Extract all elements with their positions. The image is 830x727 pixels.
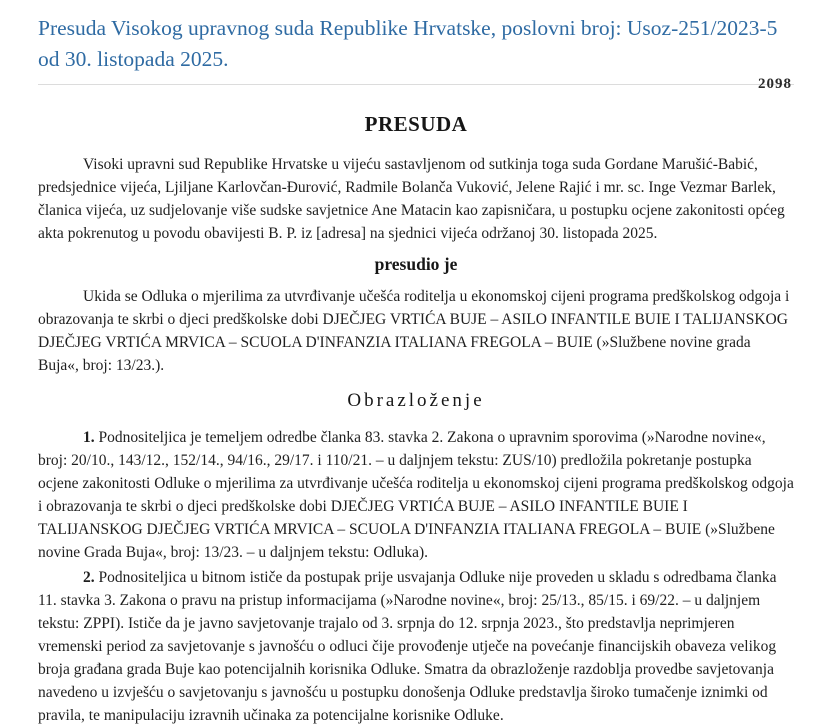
- pdf-page: [38, 76, 794, 727]
- numbered-paragraph-2: [38, 566, 794, 727]
- reasoning-heading: Obrazloženje: [347, 390, 485, 411]
- page-number: [758, 76, 792, 95]
- page-number-text: 2098: [758, 76, 792, 92]
- document-title-link[interactable]: Presuda Visokog upravnog suda Republike Hrvatske, poslovni broj: Usoz-251/2023-5 od 30. listopada 2025.: [38, 16, 778, 71]
- verdict-heading: presudio je: [374, 254, 458, 274]
- paragraph-number-2: 2.: [83, 569, 95, 586]
- numbered-paragraph-1: [38, 426, 794, 564]
- verdict-paragraph: Ukida se Odluka o mjerilima za utvrđivanje učešća roditelja u ekonomskoj cijeni programa predškolskog odgoja i obrazovanja te skrbi o djeci predškolske dobi DJEČJEG VRTIĆA BUJE – ASILO INFANTILE BUIE I TALIJANSKOG DJEČJEG VRTIĆA MRVICA – SCUOLA D'INFANZIA ITALIANA FREGOLA – BUIE (»Službene novine grada Buja«, broj: 13/23.).: [38, 288, 790, 374]
- paragraph-text-2: Podnositeljica u bitnom ističe da postupak prije usvajanja Odluke nije proveden u skladu s odredbama članka 11. stavka 3. Zakona o pravu na pristup informacijama (»Narodne novine«, broj: 25/13., 85/15. i 69/22. – u daljnjem tekstu: ZPPI). Ističe da je javno savjetovanje trajalo od 3. srpnja do 12. srpnja 2023., što predstavlja neprimjeren vremenski period za savjetovanje s javnošću o odluci čije provođenje utječe na povećanje financijskih obaveza velikog broja građana grada Buje kao potencijalnih korisnika Odluke. Smatra da obrazloženje razdoblja provedbe savjetovanja navedeno u izvješću o savjetovanju s javnošću u postupku donošenja Odluke predstavlja široko tumačenje iznimki od pravila, te manipulaciju izravnih učinaka za potencijalne korisnike Odluke.: [38, 569, 777, 724]
- intro-paragraph: Visoki upravni sud Republike Hrvatske u vijeću sastavljenom od sutkinja toga suda Gordane Marušić-Babić, predsjednice vijeća, Ljiljane Karlovčan-Đurović, Radmile Bolanča Vuković, Jelene Rajić i mr. sc. Inge Vezmar Barlek, članica vijeća, uz sudjelovanje više sudske savjetnice Ane Matacin kao zapisničara, u postupku ocjene zakonitosti općeg akta pokrenutog u povodu obavijesti B. P. iz [adresa] na sjednici vijeća održanoj 30. listopada 2025.: [38, 156, 785, 242]
- paragraph-number-1: 1.: [83, 429, 95, 446]
- judgment-heading: PRESUDA: [364, 112, 468, 136]
- paragraph-text-1: Podnositeljica je temeljem odredbe članka 83. stavka 2. Zakona o upravnim sporovima (»Narodne novine«, broj: 20/10., 143/12., 152/14., 94/16., 29/17. i 110/21. – u daljnjem tekstu: ZUS/10) predložila pokretanje postupka ocjene zakonitosti Odluke o mjerilima za utvrđivanje učešća roditelja u ekonomskoj cijeni programa predškolskog odgoja i obrazovanja te skrbi o djeci predškolske dobi DJEČJEG VRTIĆA BUJE – ASILO INFANTILE BUIE I TALIJANSKOG DJEČJEG VRTIĆA MRVICA – SCUOLA D'INFANZIA ITALIANA FREGOLA – BUIE (»Službene novine Grada Buja«, broj: 13/23. – u daljnjem tekstu: Odluka).: [38, 429, 794, 561]
